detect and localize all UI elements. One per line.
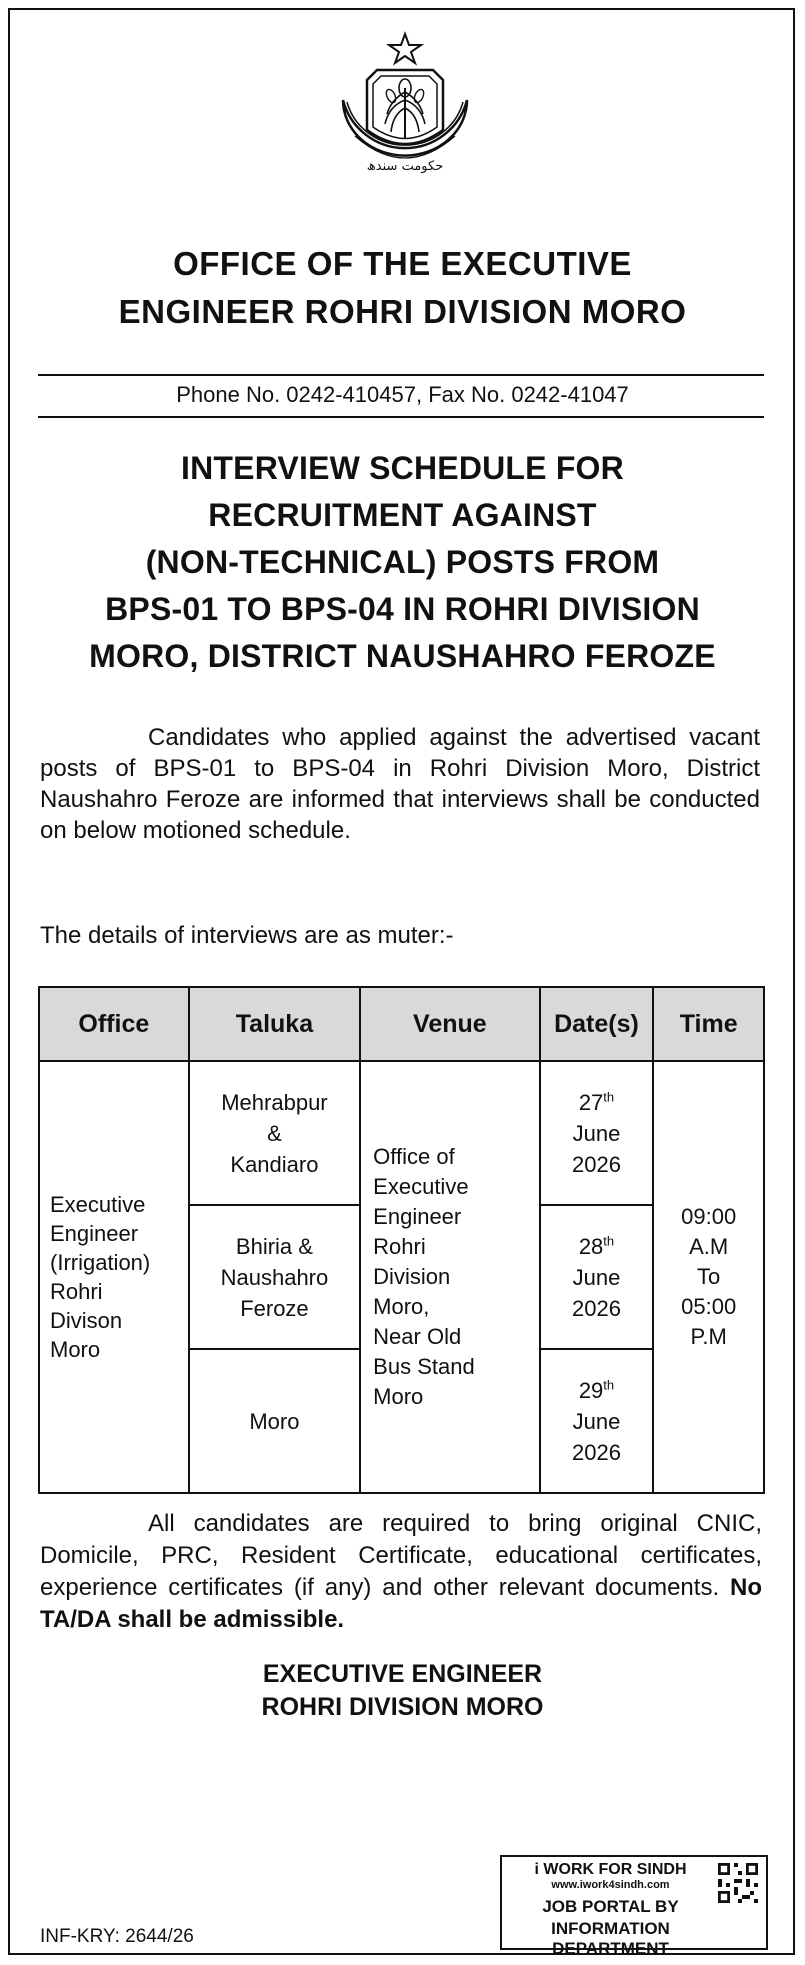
date-year: 2026 <box>572 1295 621 1321</box>
intro-text: Candidates who applied against the advertised vacant posts of BPS-01 to BPS-04 in Rohri Division Moro, District Naushahro Feroze are informed that interviews shall be conducted on below motioned schedule. <box>40 724 760 844</box>
date-cell <box>540 1061 654 1205</box>
main-title-line: (NON-TECHNICAL) POSTS FROM <box>145 544 660 580</box>
office-line: Engineer <box>50 1221 139 1246</box>
time-line: P.M <box>690 1324 727 1349</box>
day-suffix: th <box>603 1089 615 1105</box>
portal-line-2: INFORMATION DEPARTMENT <box>551 1919 670 1958</box>
taluka-line: & <box>267 1120 282 1146</box>
table-header-row <box>39 987 764 1061</box>
closing-paragraph <box>40 1508 762 1636</box>
taluka-line: Kandiaro <box>230 1151 319 1177</box>
header-office: Office <box>39 987 189 1061</box>
main-title-line: INTERVIEW SCHEDULE FOR <box>181 450 624 486</box>
taluka-cell <box>189 1205 360 1349</box>
portal-line-1: JOB PORTAL BY <box>542 1897 679 1916</box>
divider-top <box>38 374 764 376</box>
office-line: (Irrigation) <box>50 1250 151 1275</box>
venue-line: Division <box>373 1264 451 1289</box>
qr-code-icon <box>718 1863 758 1903</box>
main-title-line: RECRUITMENT AGAINST <box>208 497 597 533</box>
venue-line: Bus Stand <box>373 1354 475 1379</box>
time-line: To <box>697 1264 721 1289</box>
signature-line-2: ROHRI DIVISION MORO <box>261 1693 544 1721</box>
header-time: Time <box>653 987 764 1061</box>
day-suffix: th <box>603 1233 615 1249</box>
table-row <box>39 1061 764 1205</box>
taluka-cell <box>189 1349 360 1493</box>
header-venue: Venue <box>360 987 539 1061</box>
office-line: Rohri <box>50 1279 103 1304</box>
date-year: 2026 <box>572 1151 621 1177</box>
venue-line: Moro, <box>373 1294 430 1319</box>
main-title-line: MORO, DISTRICT NAUSHAHRO FEROZE <box>89 638 716 674</box>
office-title-line-2: ENGINEER ROHRI DIVISION MORO <box>118 293 687 330</box>
taluka-line: Moro <box>249 1408 300 1434</box>
date-month: June <box>572 1264 621 1290</box>
venue-line: Near Old <box>373 1324 462 1349</box>
venue-line: Office of <box>373 1144 455 1169</box>
venue-line: Moro <box>373 1384 424 1409</box>
time-line: 09:00 <box>681 1204 737 1229</box>
date-cell <box>540 1349 654 1493</box>
sindh-government-emblem <box>325 30 485 195</box>
signature-block <box>40 1658 765 1724</box>
signature-line-1: EXECUTIVE ENGINEER <box>262 1660 543 1688</box>
taluka-line: Mehrabpur <box>221 1089 328 1115</box>
header-dates: Date(s) <box>540 987 654 1061</box>
closing-notice: No TA/DA shall be admissible. <box>40 1574 762 1633</box>
taluka-line: Bhiria & <box>235 1233 313 1259</box>
date-day <box>541 1231 653 1262</box>
details-line: The details of interviews are as muter:- <box>40 922 454 949</box>
venue-line: Executive <box>373 1174 469 1199</box>
time-cell <box>653 1061 764 1493</box>
contact-numbers: Phone No. 0242-410457, Fax No. 0242-41047 <box>176 382 629 407</box>
time-line: A.M <box>689 1234 729 1259</box>
date-year: 2026 <box>572 1439 621 1465</box>
date-day <box>541 1375 653 1406</box>
day-number: 28 <box>578 1233 604 1259</box>
office-cell <box>39 1061 189 1493</box>
taluka-cell <box>189 1061 360 1205</box>
intro-paragraph <box>40 722 760 846</box>
office-line: Executive <box>50 1192 146 1217</box>
day-number: 29 <box>578 1377 604 1403</box>
venue-line: Engineer <box>373 1204 462 1229</box>
date-month: June <box>572 1120 621 1146</box>
date-cell <box>540 1205 654 1349</box>
office-line: Moro <box>50 1337 101 1362</box>
main-title <box>30 445 775 680</box>
time-line: 05:00 <box>681 1294 737 1319</box>
portal-url: www.iwork4sindh.com <box>551 1879 670 1891</box>
divider-bottom <box>38 416 764 418</box>
office-title <box>40 240 765 336</box>
taluka-line: Naushahro <box>220 1264 329 1290</box>
portal-brand: i WORK FOR SINDH <box>534 1861 687 1878</box>
reference-number: INF-KRY: 2644/26 <box>40 1926 194 1947</box>
taluka-line: Feroze <box>240 1295 309 1321</box>
header-taluka: Taluka <box>189 987 360 1061</box>
venue-line: Rohri <box>373 1234 426 1259</box>
day-suffix: th <box>603 1377 615 1393</box>
date-day <box>541 1087 653 1118</box>
emblem-caption: حکومت سندھ <box>366 159 444 174</box>
date-month: June <box>572 1408 621 1434</box>
closing-text: All candidates are required to bring original CNIC, Domicile, PRC, Resident Certificate, educational certificates, experience certificates (if any) and other relevant documents. <box>40 1510 762 1601</box>
office-line: Divison <box>50 1308 123 1333</box>
office-title-line-1: OFFICE OF THE EXECUTIVE <box>173 245 632 282</box>
job-portal-badge <box>500 1855 768 1958</box>
main-title-line: BPS-01 TO BPS-04 IN ROHRI DIVISION <box>105 591 700 627</box>
day-number: 27 <box>578 1089 604 1115</box>
interview-schedule-table <box>38 986 765 1494</box>
venue-cell <box>360 1061 539 1493</box>
